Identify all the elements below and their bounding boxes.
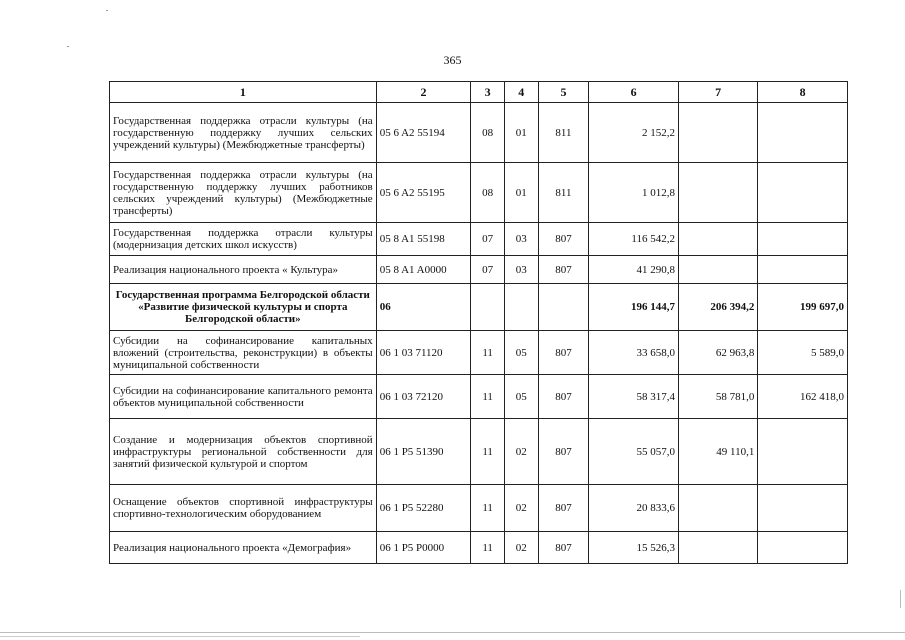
table-row bbox=[110, 331, 848, 375]
scan-edge-line bbox=[0, 636, 360, 637]
row-code-cell: 05 8 A1 55198 bbox=[376, 223, 471, 256]
table-header-row bbox=[110, 82, 848, 103]
row-name-cell: Реализация национального проекта « Культура» bbox=[110, 256, 377, 284]
row-expense-type-cell: 811 bbox=[538, 103, 589, 163]
row-amount-col7-cell: 62 963,8 bbox=[678, 331, 757, 375]
row-expense-type-cell: 807 bbox=[538, 532, 589, 564]
table-row bbox=[110, 485, 848, 532]
row-name-cell: Государственная программа Белгородской области «Развитие физической культуры и спорта Белгородской области» bbox=[110, 284, 377, 331]
row-code-cell: 06 1 03 72120 bbox=[376, 375, 471, 419]
table-row bbox=[110, 163, 848, 223]
row-expense-type-cell: 807 bbox=[538, 485, 589, 532]
row-name-cell: Субсидии на софинансирование капитальных вложений (строительства, реконструкции) в объекты муниципальной собственности bbox=[110, 331, 377, 375]
budget-table bbox=[109, 81, 848, 564]
row-subsection-cell: 05 bbox=[504, 331, 538, 375]
row-amount-col7-cell bbox=[678, 532, 757, 564]
row-code-cell: 06 bbox=[376, 284, 471, 331]
row-subsection-cell: 01 bbox=[504, 103, 538, 163]
row-section-cell: 11 bbox=[471, 375, 505, 419]
row-section-cell: 11 bbox=[471, 485, 505, 532]
row-amount-col7-cell: 49 110,1 bbox=[678, 419, 757, 485]
row-name-cell: Создание и модернизация объектов спортивной инфраструктуры региональной собственности для занятий физической культурой и спортом bbox=[110, 419, 377, 485]
row-subsection-cell: 05 bbox=[504, 375, 538, 419]
table-row bbox=[110, 256, 848, 284]
table-row bbox=[110, 284, 848, 331]
row-amount-col8-cell: 162 418,0 bbox=[758, 375, 848, 419]
row-section-cell: 07 bbox=[471, 223, 505, 256]
row-amount-col8-cell bbox=[758, 256, 848, 284]
table-row bbox=[110, 223, 848, 256]
row-amount-col8-cell bbox=[758, 485, 848, 532]
row-section-cell: 11 bbox=[471, 331, 505, 375]
row-expense-type-cell: 807 bbox=[538, 375, 589, 419]
row-subsection-cell: 03 bbox=[504, 256, 538, 284]
row-section-cell: 11 bbox=[471, 419, 505, 485]
row-amount-col7-cell bbox=[678, 223, 757, 256]
row-expense-type-cell: 807 bbox=[538, 331, 589, 375]
row-amount-col8-cell: 199 697,0 bbox=[758, 284, 848, 331]
column-header: 2 bbox=[376, 82, 471, 103]
row-subsection-cell: 01 bbox=[504, 163, 538, 223]
row-expense-type-cell: 807 bbox=[538, 419, 589, 485]
column-header: 7 bbox=[678, 82, 757, 103]
row-subsection-cell: 02 bbox=[504, 419, 538, 485]
row-amount-col6-cell: 2 152,2 bbox=[589, 103, 679, 163]
row-section-cell bbox=[471, 284, 505, 331]
row-amount-col7-cell bbox=[678, 485, 757, 532]
column-header: 5 bbox=[538, 82, 589, 103]
row-code-cell: 06 1 P5 52280 bbox=[376, 485, 471, 532]
column-header: 1 bbox=[110, 82, 377, 103]
table-row bbox=[110, 532, 848, 564]
column-header: 8 bbox=[758, 82, 848, 103]
row-code-cell: 06 1 P5 51390 bbox=[376, 419, 471, 485]
row-code-cell: 05 8 A1 A0000 bbox=[376, 256, 471, 284]
row-name-cell: Государственная поддержка отрасли культуры (на государственную поддержку лучших работников сельских учреждений культуры) (Межбюджетные трансферты) bbox=[110, 163, 377, 223]
row-amount-col6-cell: 33 658,0 bbox=[589, 331, 679, 375]
row-expense-type-cell: 811 bbox=[538, 163, 589, 223]
row-amount-col6-cell: 116 542,2 bbox=[589, 223, 679, 256]
row-name-cell: Государственная поддержка отрасли культуры (на государственную поддержку лучших сельских учреждений культуры) (Межбюджетные трансферты) bbox=[110, 103, 377, 163]
row-expense-type-cell bbox=[538, 284, 589, 331]
row-amount-col6-cell: 58 317,4 bbox=[589, 375, 679, 419]
row-amount-col7-cell bbox=[678, 103, 757, 163]
row-name-cell: Субсидии на софинансирование капитального ремонта объектов муниципальной собственности bbox=[110, 375, 377, 419]
row-subsection-cell bbox=[504, 284, 538, 331]
row-code-cell: 06 1 P5 P0000 bbox=[376, 532, 471, 564]
row-amount-col6-cell: 196 144,7 bbox=[589, 284, 679, 331]
column-header: 3 bbox=[471, 82, 505, 103]
row-section-cell: 11 bbox=[471, 532, 505, 564]
row-amount-col8-cell bbox=[758, 532, 848, 564]
row-name-cell: Государственная поддержка отрасли культуры (модернизация детских школ искусств) bbox=[110, 223, 377, 256]
scan-speck bbox=[67, 46, 69, 47]
row-amount-col7-cell: 58 781,0 bbox=[678, 375, 757, 419]
row-amount-col8-cell bbox=[758, 223, 848, 256]
row-amount-col7-cell bbox=[678, 256, 757, 284]
scan-edge-mark bbox=[900, 590, 901, 608]
row-amount-col6-cell: 20 833,6 bbox=[589, 485, 679, 532]
row-subsection-cell: 02 bbox=[504, 485, 538, 532]
table-row bbox=[110, 103, 848, 163]
row-code-cell: 06 1 03 71120 bbox=[376, 331, 471, 375]
row-expense-type-cell: 807 bbox=[538, 223, 589, 256]
scan-edge-line bbox=[0, 632, 905, 633]
column-header: 6 bbox=[589, 82, 679, 103]
table-row bbox=[110, 375, 848, 419]
row-amount-col6-cell: 15 526,3 bbox=[589, 532, 679, 564]
row-section-cell: 07 bbox=[471, 256, 505, 284]
row-subsection-cell: 03 bbox=[504, 223, 538, 256]
table-row bbox=[110, 419, 848, 485]
scan-speck bbox=[106, 10, 108, 11]
row-amount-col8-cell: 5 589,0 bbox=[758, 331, 848, 375]
row-amount-col7-cell bbox=[678, 163, 757, 223]
row-amount-col6-cell: 55 057,0 bbox=[589, 419, 679, 485]
row-name-cell: Реализация национального проекта «Демография» bbox=[110, 532, 377, 564]
row-code-cell: 05 6 A2 55195 bbox=[376, 163, 471, 223]
row-name-cell: Оснащение объектов спортивной инфраструктуры спортивно-технологическим оборудованием bbox=[110, 485, 377, 532]
page-number: 365 bbox=[443, 53, 462, 67]
row-section-cell: 08 bbox=[471, 163, 505, 223]
row-expense-type-cell: 807 bbox=[538, 256, 589, 284]
row-code-cell: 05 6 A2 55194 bbox=[376, 103, 471, 163]
row-amount-col8-cell bbox=[758, 103, 848, 163]
row-amount-col8-cell bbox=[758, 419, 848, 485]
row-amount-col7-cell: 206 394,2 bbox=[678, 284, 757, 331]
column-header: 4 bbox=[504, 82, 538, 103]
row-amount-col8-cell bbox=[758, 163, 848, 223]
row-amount-col6-cell: 41 290,8 bbox=[589, 256, 679, 284]
row-amount-col6-cell: 1 012,8 bbox=[589, 163, 679, 223]
row-section-cell: 08 bbox=[471, 103, 505, 163]
row-subsection-cell: 02 bbox=[504, 532, 538, 564]
